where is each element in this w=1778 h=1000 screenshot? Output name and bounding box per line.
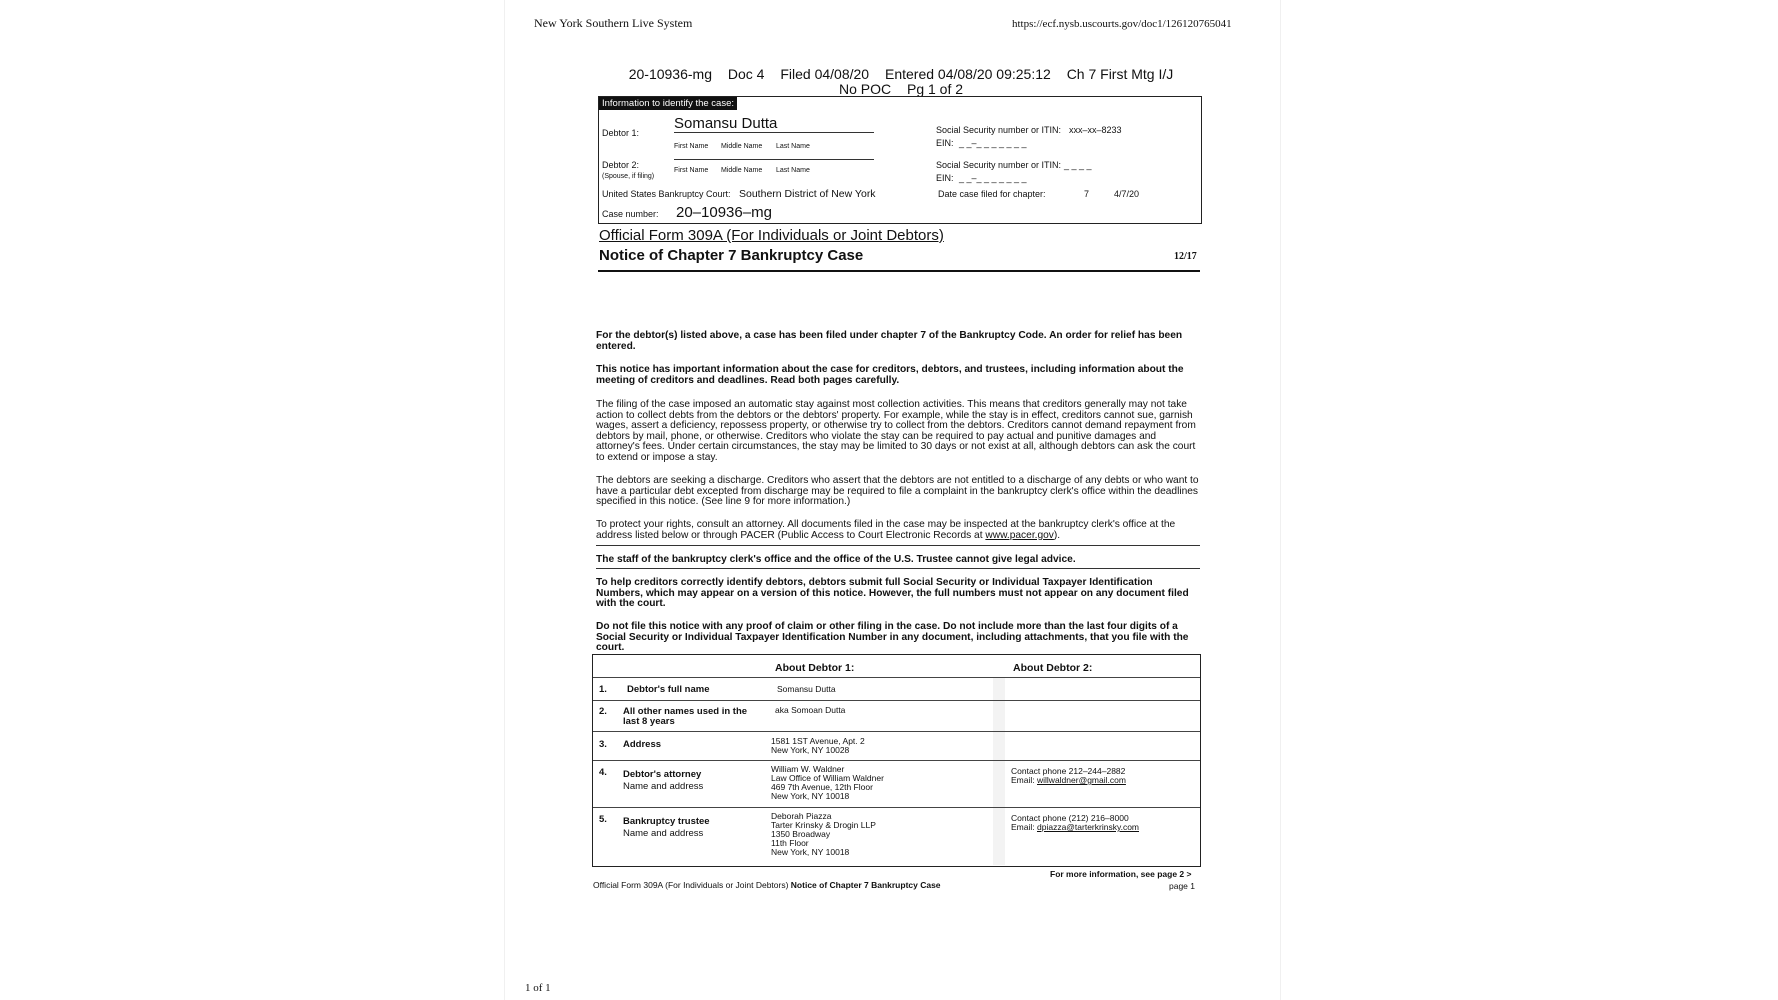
case-id-box xyxy=(598,96,1202,224)
row-debtor1-value: Somansu Dutta xyxy=(777,684,836,694)
stamp-entered: Entered 04/08/20 09:25:12 xyxy=(884,66,1051,82)
row-debtor1-line: Tarter Krinsky & Drogin LLP xyxy=(771,820,876,830)
trustee-email-link[interactable]: dpiazza@tarterkrinsky.com xyxy=(1037,822,1139,832)
attorney-email-label: Email: xyxy=(1011,775,1035,785)
debtor2-sub: (Spouse, if filing) xyxy=(602,173,655,180)
browser-header-url: https://ecf.nysb.uscourts.gov/doc1/126120765041 xyxy=(1012,18,1232,30)
row-number: 4. xyxy=(599,767,607,778)
footer-form-title: Notice of Chapter 7 Bankruptcy Case xyxy=(790,880,941,890)
chapter-value: 7 xyxy=(1084,189,1090,199)
paragraph-protect-rights-text: To protect your rights, consult an attorney. All documents filed in the case may be inspected at the bankruptcy clerk's office at the address listed below or through PACER (Public Access to Court Electronic Records at xyxy=(596,519,1176,541)
paragraph-protect-rights xyxy=(596,520,1200,541)
footer-page-number: page 1 xyxy=(1169,881,1195,891)
debtor2-first-label: First Name xyxy=(674,167,709,174)
paragraph-important-info: This notice has important information about the case for creditors, debtors, and trustees, including information about the meeting of creditors and deadlines. Read both pages carefully. xyxy=(596,364,1184,386)
row-debtor1-line: 1581 1ST Avenue, Apt. 2 xyxy=(771,736,865,746)
row-label-sub: Name and address xyxy=(623,781,704,792)
ein1-value: _ _–_ _ _ _ _ _ _ xyxy=(959,138,1027,148)
paragraph-identify-debtors: To help creditors correctly identify debtors, debtors submit full Social Security or Individual Taxpayer Identification Numbers, which may appear on a version of this notice. However, the full numbers must not appear on any document filed with the court. xyxy=(596,577,1189,610)
row-number: 3. xyxy=(599,739,607,750)
ein2-label: EIN: xyxy=(936,173,954,183)
debtor2-middle-label: Middle Name xyxy=(721,167,763,174)
trustee-email-label: Email: xyxy=(1011,822,1035,832)
ssn1-value: xxx–xx–8233 xyxy=(1069,125,1122,135)
header-debtor1: About Debtor 1: xyxy=(775,662,855,674)
row-label: All other names used in the xyxy=(623,706,748,717)
header-debtor2: About Debtor 2: xyxy=(1013,662,1093,674)
date-filed-label: Date case filed for chapter: xyxy=(938,189,1046,199)
row-debtor1-line: 469 7th Avenue, 12th Floor xyxy=(771,782,873,792)
row-label: Address xyxy=(623,739,662,750)
debtor1-middle-label: Middle Name xyxy=(721,143,763,150)
case-id-tag: Information to identify the case: xyxy=(599,97,737,110)
court-stamp xyxy=(596,67,1206,97)
browser-footer-page: 1 of 1 xyxy=(525,982,551,994)
debtor1-label: Debtor 1: xyxy=(602,128,640,138)
notice-title: Notice of Chapter 7 Bankruptcy Case xyxy=(599,247,864,264)
stamp-chapter: Ch 7 First Mtg I/J xyxy=(1066,66,1174,82)
title-rule xyxy=(598,270,1200,272)
paragraph-do-not-file: Do not file this notice with any proof of claim or other filing in the case. Do not include more than the last four digits of a Social Security or Individual Taxpayer Identification Number in any document, including attachments, that you file with the court. xyxy=(596,621,1189,654)
stamp-filed: Filed 04/08/20 xyxy=(780,66,870,82)
paragraph-case-filed: For the debtor(s) listed above, a case has been filed under chapter 7 of the Bankruptcy Code. An order for relief has been entered. xyxy=(596,330,1183,352)
case-number-value: 20–10936–mg xyxy=(676,204,772,221)
pacer-link[interactable]: www.pacer.gov xyxy=(985,529,1054,541)
stamp-page: Pg 1 of 2 xyxy=(906,81,964,97)
row-number: 1. xyxy=(599,684,607,695)
paragraph-automatic-stay: The filing of the case imposed an automatic stay against most collection activities. This means that creditors generally may not take action to collect debts from the debtors or the debtors' property. For example, while the stay is in effect, creditors cannot sue, garnish wages, assert a deficiency, repossess property, or otherwise try to collect from the debtors. Creditors cannot demand repayment from debtors by mail, phone, or otherwise. Creditors who violate the stay can be required to pay actual and punitive damages and attorney's fees. Under certain circumstances, the stay may be limited to 30 days or not exist at all, although debtors can ask the court to extend or impose a stay. xyxy=(596,399,1196,463)
row-debtor1-line: Deborah Piazza xyxy=(771,811,832,821)
ein1-label: EIN: xyxy=(936,138,954,148)
attorney-email-link[interactable]: willwaldner@gmail.com xyxy=(1037,775,1126,785)
row-debtor1-line: New York, NY 10028 xyxy=(771,745,850,755)
paragraph-discharge: The debtors are seeking a discharge. Creditors who assert that the debtors are not entitled to a discharge of any debts or who want to have a particular debt excepted from discharge may be required to file a complaint in the bankruptcy clerk's office within the deadlines specified in this notice. (See line 9 for more information.) xyxy=(596,475,1199,508)
table-row xyxy=(593,731,1200,761)
browser-header-title: New York Southern Live System xyxy=(534,16,693,30)
form-revision: 12/17 xyxy=(1174,251,1197,262)
court-value: Southern District of New York xyxy=(739,188,876,200)
debtor2-line xyxy=(674,158,874,160)
paragraph-protect-rights-end: ). xyxy=(1053,529,1061,541)
row-debtor1-line: Law Office of William Waldner xyxy=(771,773,884,783)
row-debtor1-line: 11th Floor xyxy=(771,838,809,848)
row-label-sub: Name and address xyxy=(623,828,704,839)
divider xyxy=(596,545,1200,546)
footer-form-prefix: Official Form 309A (For Individuals or Joint Debtors) xyxy=(593,880,789,890)
debtor1-name: Somansu Dutta xyxy=(674,115,874,133)
debtor2-label: Debtor 2: xyxy=(602,160,640,170)
row-debtor1-line: 1350 Broadway xyxy=(771,829,831,839)
official-form-title: Official Form 309A (For Individuals or Joint Debtors) xyxy=(599,227,944,244)
row-label-sub: last 8 years xyxy=(623,716,675,727)
divider xyxy=(596,568,1200,569)
row-label: Bankruptcy trustee xyxy=(623,816,710,827)
table-row xyxy=(593,807,1200,866)
row-debtor1-line: New York, NY 10018 xyxy=(771,847,850,857)
footer-more-info: For more information, see page 2 > xyxy=(1050,869,1192,879)
attorney-contact-phone: Contact phone 212–244–2882 xyxy=(1011,766,1126,776)
debtor1-first-label: First Name xyxy=(674,143,709,150)
row-number: 2. xyxy=(599,706,607,717)
debtor2-last-label: Last Name xyxy=(776,167,810,174)
row-label: Debtor's attorney xyxy=(623,769,702,780)
table-row xyxy=(593,700,1200,732)
ein2-value: _ _–_ _ _ _ _ _ _ xyxy=(959,173,1027,183)
row-debtor1-value: aka Somoan Dutta xyxy=(775,705,846,715)
row-debtor1-line: New York, NY 10018 xyxy=(771,791,850,801)
stamp-line2: No POC xyxy=(838,81,892,97)
row-debtor1-line: William W. Waldner xyxy=(771,764,845,774)
ssn2-label: Social Security number or ITIN: xyxy=(936,160,1062,170)
table-row xyxy=(593,677,1200,701)
row-label: Debtor's full name xyxy=(627,684,710,695)
trustee-contact-phone: Contact phone (212) 216–8000 xyxy=(1011,813,1129,823)
stamp-doc: Doc 4 xyxy=(727,66,765,82)
paragraph-no-legal-advice: The staff of the bankruptcy clerk's office and the office of the U.S. Trustee cannot give legal advice. xyxy=(596,554,1076,565)
row-number: 5. xyxy=(599,814,607,825)
debtor1-last-label: Last Name xyxy=(776,143,810,150)
court-label: United States Bankruptcy Court: xyxy=(602,189,731,199)
stamp-case: 20-10936-mg xyxy=(628,66,712,82)
ssn1-label: Social Security number or ITIN: xyxy=(936,125,1062,135)
ssn2-value: _ _ _ _ xyxy=(1064,160,1092,170)
footer-form-name xyxy=(593,880,941,890)
case-number-label: Case number: xyxy=(602,209,659,219)
table-row xyxy=(593,760,1200,808)
date-filed-value: 4/7/20 xyxy=(1114,189,1140,199)
debtor-info-table xyxy=(592,654,1201,867)
